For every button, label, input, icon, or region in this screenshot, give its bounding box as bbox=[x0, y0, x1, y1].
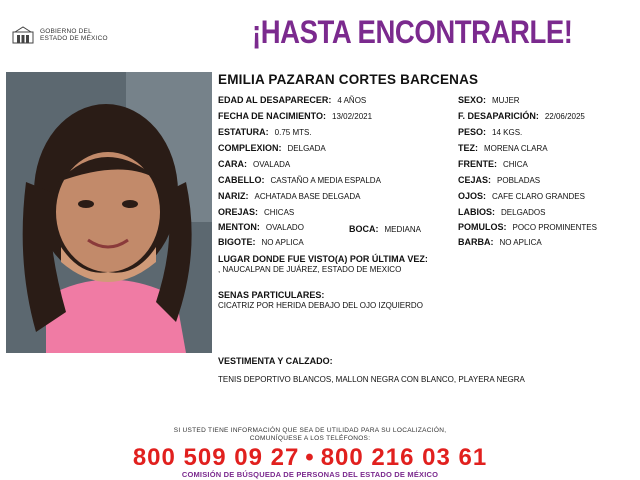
field-value: 4 AÑOS bbox=[337, 96, 367, 105]
field-value: MUJER bbox=[492, 96, 520, 105]
logo-text bbox=[40, 28, 108, 42]
field-label: EDAD AL DESAPARECER: bbox=[218, 95, 332, 105]
footer-note-line-1: SI USTED TIENE INFORMACIÓN QUE SEA DE UTILIDAD PARA SU LOCALIZACIÓN, bbox=[173, 427, 447, 434]
section-vestimenta bbox=[218, 356, 333, 367]
field-label: OJOS: bbox=[458, 191, 487, 201]
field-fecha-nacimiento bbox=[218, 110, 372, 123]
section-vestimenta-value bbox=[218, 375, 525, 385]
field-label: MENTON: bbox=[218, 222, 260, 232]
phone-1[interactable]: 800 509 09 27 bbox=[132, 444, 300, 471]
field-f-desaparicion bbox=[458, 110, 585, 123]
field-label: LABIOS: bbox=[458, 207, 495, 217]
field-peso bbox=[458, 126, 522, 139]
field-estatura bbox=[218, 126, 312, 139]
phone-numbers bbox=[0, 444, 620, 472]
field-boca bbox=[349, 223, 421, 236]
field-value: POBLADAS bbox=[497, 176, 541, 185]
section-value: , NAUCALPAN DE JUÁREZ, ESTADO DE MEXICO bbox=[218, 265, 402, 274]
field-value: NO APLICA bbox=[499, 238, 542, 247]
field-label: PESO: bbox=[458, 127, 487, 137]
field-value: MORENA CLARA bbox=[484, 144, 548, 153]
field-label: OREJAS: bbox=[218, 207, 259, 217]
section-label: VESTIMENTA Y CALZADO: bbox=[218, 356, 333, 366]
field-pomulos bbox=[458, 221, 597, 234]
field-value: CASTAÑO A MEDIA ESPALDA bbox=[270, 176, 381, 185]
field-value: ACHATADA BASE DELGADA bbox=[254, 192, 361, 201]
missing-child-photo bbox=[6, 72, 212, 353]
field-label: CARA: bbox=[218, 159, 247, 169]
field-label: ESTATURA: bbox=[218, 127, 269, 137]
field-value: CHICA bbox=[503, 160, 528, 169]
state-emblem-icon bbox=[12, 26, 34, 44]
government-logo bbox=[12, 26, 108, 44]
field-labios bbox=[458, 206, 545, 219]
field-label: F. DESAPARICIÓN: bbox=[458, 111, 539, 121]
phone-2[interactable]: 800 216 03 61 bbox=[320, 444, 488, 471]
commission-name: COMISIÓN DE BÚSQUEDA DE PERSONAS DEL ESTADO DE MÉXICO bbox=[181, 470, 439, 479]
person-name: EMILIA PAZARAN CORTES BARCENAS bbox=[218, 72, 479, 87]
field-label: TEZ: bbox=[458, 143, 478, 153]
field-label: SEXO: bbox=[458, 95, 487, 105]
field-label: CEJAS: bbox=[458, 175, 492, 185]
field-edad bbox=[218, 94, 366, 107]
field-value: OVALADO bbox=[265, 223, 304, 232]
field-label: BARBA: bbox=[458, 237, 494, 247]
section-value: TENIS DEPORTIVO BLANCOS, MALLON NEGRA CON BLANCO, PLAYERA NEGRA bbox=[218, 375, 525, 384]
footer-note-line-2: COMUNÍQUESE A LOS TELÉFONOS: bbox=[249, 435, 371, 442]
field-value: NO APLICA bbox=[261, 238, 304, 247]
field-value: 14 KGS. bbox=[492, 128, 523, 137]
section-label: SENAS PARTICULARES: bbox=[218, 290, 325, 300]
field-ojos bbox=[458, 190, 585, 203]
field-value: OVALADA bbox=[253, 160, 291, 169]
field-nariz bbox=[218, 190, 360, 203]
field-label: BIGOTE: bbox=[218, 237, 256, 247]
headline: ¡HASTA ENCONTRARLE! bbox=[252, 14, 573, 50]
logo-line-2: ESTADO DE MÉXICO bbox=[40, 35, 108, 42]
field-cabello bbox=[218, 174, 381, 187]
field-cejas bbox=[458, 174, 540, 187]
field-label: CABELLO: bbox=[218, 175, 265, 185]
field-frente bbox=[458, 158, 528, 171]
field-label: FECHA DE NACIMIENTO: bbox=[218, 111, 326, 121]
logo-line-1: GOBIERNO DEL bbox=[40, 28, 92, 35]
field-complexion bbox=[218, 142, 326, 155]
field-label: COMPLEXION: bbox=[218, 143, 282, 153]
field-cara bbox=[218, 158, 290, 171]
field-label: NARIZ: bbox=[218, 191, 249, 201]
field-value: 22/06/2025 bbox=[544, 112, 585, 121]
field-value: CAFE CLARO GRANDES bbox=[492, 192, 585, 201]
field-menton bbox=[218, 221, 304, 234]
section-senas bbox=[218, 290, 423, 311]
field-label: POMULOS: bbox=[458, 222, 507, 232]
field-value: DELGADA bbox=[287, 144, 326, 153]
section-label: LUGAR DONDE FUE VISTO(A) POR ÚLTIMA VEZ: bbox=[218, 254, 428, 264]
field-sexo bbox=[458, 94, 520, 107]
field-value: POCO PROMINENTES bbox=[512, 223, 597, 232]
field-label: BOCA: bbox=[349, 224, 379, 234]
field-barba bbox=[458, 236, 542, 249]
field-value: CHICAS bbox=[264, 208, 295, 217]
field-orejas bbox=[218, 206, 294, 219]
field-value: 13/02/2021 bbox=[332, 112, 373, 121]
field-tez bbox=[458, 142, 548, 155]
field-value: 0.75 MTS. bbox=[274, 128, 312, 137]
field-bigote bbox=[218, 236, 304, 249]
section-value: CICATRIZ POR HERIDA DEBAJO DEL OJO IZQUIERDO bbox=[218, 301, 423, 310]
field-label: FRENTE: bbox=[458, 159, 497, 169]
section-lugar bbox=[218, 254, 428, 275]
phone-separator: • bbox=[305, 444, 315, 471]
field-value: DELGADOS bbox=[501, 208, 546, 217]
field-value: MEDIANA bbox=[384, 225, 421, 234]
